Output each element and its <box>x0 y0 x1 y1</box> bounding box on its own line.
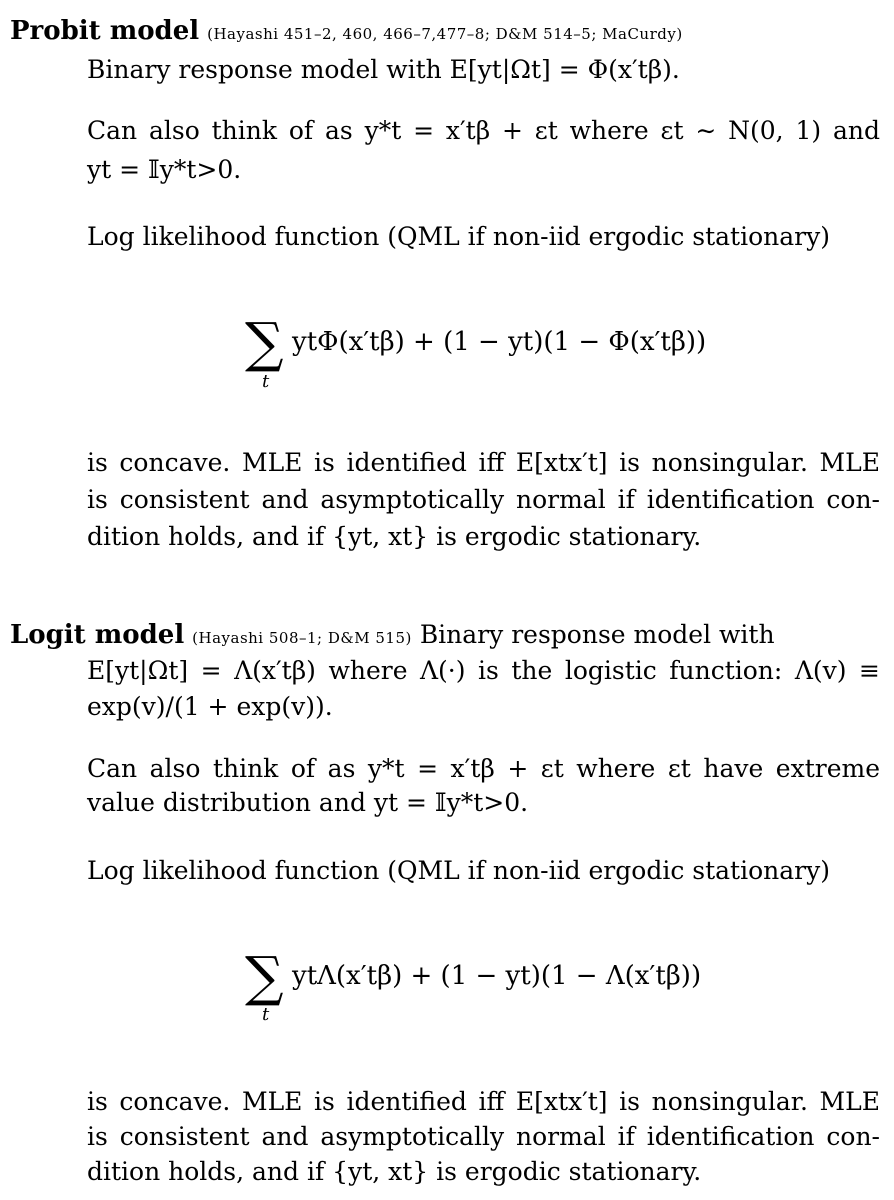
logit-term: Logit model <box>10 620 185 650</box>
logit-sum-index: t <box>262 1004 270 1025</box>
logit-line-9: dition holds, and if {yt, xt} is ergodic stationary. <box>87 1157 702 1186</box>
probit-line-5: is concave. MLE is identified iff E[xtx′t] is nonsingular. MLE <box>87 448 880 477</box>
logit-line-7: is concave. MLE is identified iff E[xtx′t] is nonsingular. MLE <box>87 1087 880 1116</box>
logit-line-2: E[yt|Ωt] = Λ(x′tβ) where Λ(·) is the logistic function: Λ(v) ≡ <box>87 656 880 685</box>
probit-formula: ytΦ(x′tβ) + (1 − yt)(1 − Φ(x′tβ)) <box>292 327 707 357</box>
probit-sum-index: t <box>262 371 270 392</box>
logit-line-4: Can also think of as y*t = x′tβ + εt where εt have extreme <box>87 754 880 783</box>
logit-heading <box>10 620 775 653</box>
logit-refs: (Hayashi 508–1; D&M 515) <box>192 629 412 647</box>
probit-heading <box>10 16 683 49</box>
probit-term: Probit model <box>10 16 200 46</box>
probit-sum-symbol: ∑ <box>245 311 284 374</box>
logit-sum-symbol: ∑ <box>245 945 284 1008</box>
logit-formula: ytΛ(x′tβ) + (1 − yt)(1 − Λ(x′tβ)) <box>292 961 702 991</box>
probit-line-6: is consistent and asymptotically normal if identification con- <box>87 485 880 514</box>
logit-line-6: Log likelihood function (QML if non-iid ergodic stationary) <box>87 856 830 885</box>
logit-line-8: is consistent and asymptotically normal if identification con- <box>87 1122 880 1151</box>
probit-line-4: Log likelihood function (QML if non-iid ergodic stationary) <box>87 222 830 251</box>
probit-line-3: yt = 𝕀y*t>0. <box>87 155 242 184</box>
probit-line-2: Can also think of as y*t = x′tβ + εt where εt ∼ N(0, 1) and <box>87 116 880 145</box>
probit-line-1: Binary response model with E[yt|Ωt] = Φ(x′tβ). <box>87 55 680 84</box>
probit-refs: (Hayashi 451–2, 460, 466–7,477–8; D&M 514–5; MaCurdy) <box>207 25 683 43</box>
probit-line-7: dition holds, and if {yt, xt} is ergodic stationary. <box>87 522 702 551</box>
logit-line-3: exp(v)/(1 + exp(v)). <box>87 692 333 721</box>
logit-line-1-tail: Binary response model with <box>419 620 775 649</box>
logit-line-5: value distribution and yt = 𝕀y*t>0. <box>87 788 529 817</box>
